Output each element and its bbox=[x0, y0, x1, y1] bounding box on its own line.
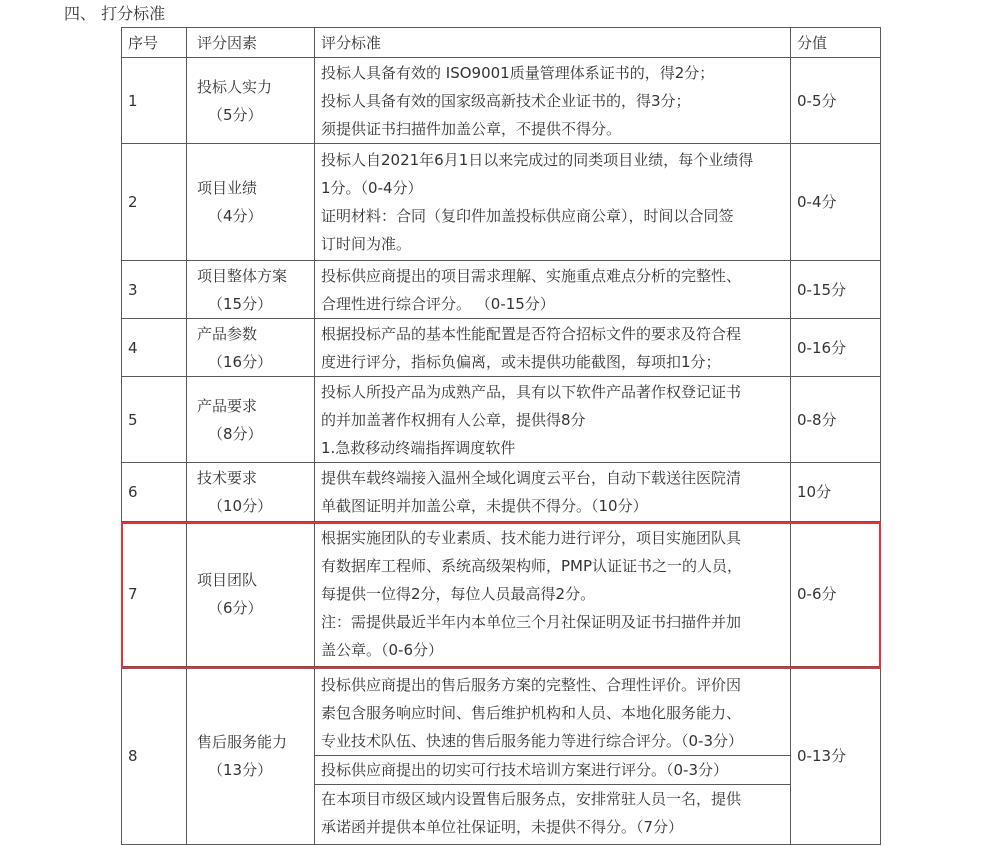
standard-line: 根据投标产品的基本性能配置是否符合招标文件的要求及符合程 bbox=[321, 324, 742, 343]
standard-line: 投标人具备有效的 ISO9001质量管理体系证书的，得2分； bbox=[321, 63, 715, 82]
row-score: 10分 bbox=[791, 463, 881, 522]
standard-line: 专业技术队伍、快速的售后服务能力等进行综合评分。（0-3分） bbox=[321, 731, 744, 750]
standard-subcell bbox=[315, 755, 790, 784]
row-factor bbox=[187, 58, 315, 144]
section-title: 四、 打分标准 bbox=[64, 4, 166, 23]
row-score: 0-8分 bbox=[791, 377, 881, 463]
row-score: 0-16分 bbox=[791, 319, 881, 377]
factor-name: 项目业绩 bbox=[197, 179, 258, 197]
factor-points: （15分） bbox=[208, 294, 273, 313]
row-standard bbox=[315, 667, 791, 845]
row-no: 7 bbox=[122, 522, 187, 667]
standard-line: 注：需提供最近半年内本单位三个月社保证明及证书扫描件并加 bbox=[321, 613, 742, 631]
row-no: 4 bbox=[122, 319, 187, 377]
factor-points: （16分） bbox=[208, 352, 273, 371]
row-standard bbox=[315, 261, 791, 319]
standard-line: 素包含服务响应时间、售后维护机构和人员、本地化服务能力、 bbox=[321, 703, 742, 722]
row-score: 0-4分 bbox=[791, 144, 881, 261]
header-no: 序号 bbox=[122, 28, 187, 58]
table-row bbox=[122, 144, 881, 261]
row-score: 0-5分 bbox=[791, 58, 881, 144]
row-no: 2 bbox=[122, 144, 187, 261]
row-no: 3 bbox=[122, 261, 187, 319]
standard-line: 投标供应商提出的售后服务方案的完整性、合理性评价。评价因 bbox=[321, 675, 742, 694]
standard-line: 根据实施团队的专业素质、技术能力进行评分，项目实施团队具 bbox=[321, 529, 742, 547]
row-factor bbox=[187, 261, 315, 319]
row-no: 8 bbox=[122, 667, 187, 845]
standard-line: 的并加盖著作权拥有人公章，提供得8分 bbox=[321, 410, 586, 429]
row-score: 0-15分 bbox=[791, 261, 881, 319]
standard-line: 承诺函并提供本单位社保证明，未提供不得分。（7分） bbox=[321, 817, 684, 836]
standard-line: 每提供一位得2分，每位人员最高得2分。 bbox=[321, 585, 596, 603]
row-no: 5 bbox=[122, 377, 187, 463]
standard-subcell bbox=[315, 671, 790, 755]
factor-points: （6分） bbox=[208, 599, 263, 617]
row-factor bbox=[187, 377, 315, 463]
factor-name: 项目团队 bbox=[197, 571, 258, 589]
factor-name: 售后服务能力 bbox=[197, 732, 288, 751]
standard-line: 1.急救移动终端指挥调度软件 bbox=[321, 438, 516, 457]
factor-points: （8分） bbox=[208, 424, 263, 443]
factor-name: 投标人实力 bbox=[197, 77, 273, 96]
factor-points: （5分） bbox=[208, 105, 263, 124]
table-row bbox=[122, 261, 881, 319]
standard-line: 投标供应商提出的项目需求理解、实施重点难点分析的完整性、 bbox=[321, 266, 742, 285]
row-factor bbox=[187, 667, 315, 845]
factor-name: 产品要求 bbox=[197, 396, 258, 415]
row-no: 1 bbox=[122, 58, 187, 144]
standard-line: 1分。（0-4分） bbox=[321, 179, 423, 197]
row-standard bbox=[315, 522, 791, 667]
standard-line: 订时间为准。 bbox=[321, 235, 412, 253]
standard-line: 单截图证明并加盖公章，未提供不得分。（10分） bbox=[321, 497, 648, 515]
table-row bbox=[122, 319, 881, 377]
scoring-table bbox=[121, 27, 881, 845]
standard-line: 须提供证书扫描件加盖公章，不提供不得分。 bbox=[321, 119, 622, 138]
row-standard bbox=[315, 463, 791, 522]
row-no: 6 bbox=[122, 463, 187, 522]
standard-line: 投标人自2021年6月1日以来完成过的同类项目业绩，每个业绩得 bbox=[321, 151, 754, 169]
table-header-row bbox=[122, 28, 881, 58]
row-standard bbox=[315, 377, 791, 463]
header-score: 分值 bbox=[791, 28, 881, 58]
factor-points: （10分） bbox=[208, 497, 273, 515]
header-factor: 评分因素 bbox=[187, 28, 315, 58]
standard-line: 投标人所投产品为成熟产品，具有以下软件产品著作权登记证书 bbox=[321, 382, 742, 401]
row-standard bbox=[315, 144, 791, 261]
standard-line: 投标人具备有效的国家级高新技术企业证书的，得3分； bbox=[321, 91, 691, 110]
factor-points: （4分） bbox=[208, 207, 263, 225]
row-factor bbox=[187, 522, 315, 667]
factor-name: 产品参数 bbox=[197, 324, 258, 343]
standard-line: 在本项目市级区域内设置售后服务点，安排常驻人员一名，提供 bbox=[321, 789, 742, 808]
standard-line: 盖公章。（0-6分） bbox=[321, 641, 444, 659]
row-score: 0-13分 bbox=[791, 667, 881, 845]
table-row bbox=[122, 522, 881, 667]
factor-name: 技术要求 bbox=[197, 469, 258, 487]
table-row bbox=[122, 58, 881, 144]
row-factor bbox=[187, 144, 315, 261]
table-row bbox=[122, 463, 881, 522]
standard-line: 投标供应商提出的切实可行技术培训方案进行评分。（0-3分） bbox=[321, 760, 729, 779]
header-standard: 评分标准 bbox=[315, 28, 791, 58]
row-standard bbox=[315, 58, 791, 144]
standard-line: 有数据库工程师、系统高级架构师，PMP认证证书之一的人员， bbox=[321, 557, 743, 575]
table-row bbox=[122, 667, 881, 845]
standard-line: 合理性进行综合评分。 （0-15分） bbox=[321, 294, 555, 313]
row-score: 0-6分 bbox=[791, 522, 881, 667]
row-factor bbox=[187, 463, 315, 522]
standard-line: 提供车载终端接入温州全域化调度云平台，自动下载送往医院清 bbox=[321, 469, 742, 487]
factor-name: 项目整体方案 bbox=[197, 266, 288, 285]
row-factor bbox=[187, 319, 315, 377]
table-row bbox=[122, 377, 881, 463]
standard-line: 证明材料：合同（复印件加盖投标供应商公章），时间以合同签 bbox=[321, 207, 734, 225]
factor-points: （13分） bbox=[208, 760, 273, 779]
standard-subcell bbox=[315, 784, 790, 841]
standard-line: 度进行评分，指标负偏离，或未提供功能截图，每项扣1分； bbox=[321, 352, 721, 371]
row-standard bbox=[315, 319, 791, 377]
